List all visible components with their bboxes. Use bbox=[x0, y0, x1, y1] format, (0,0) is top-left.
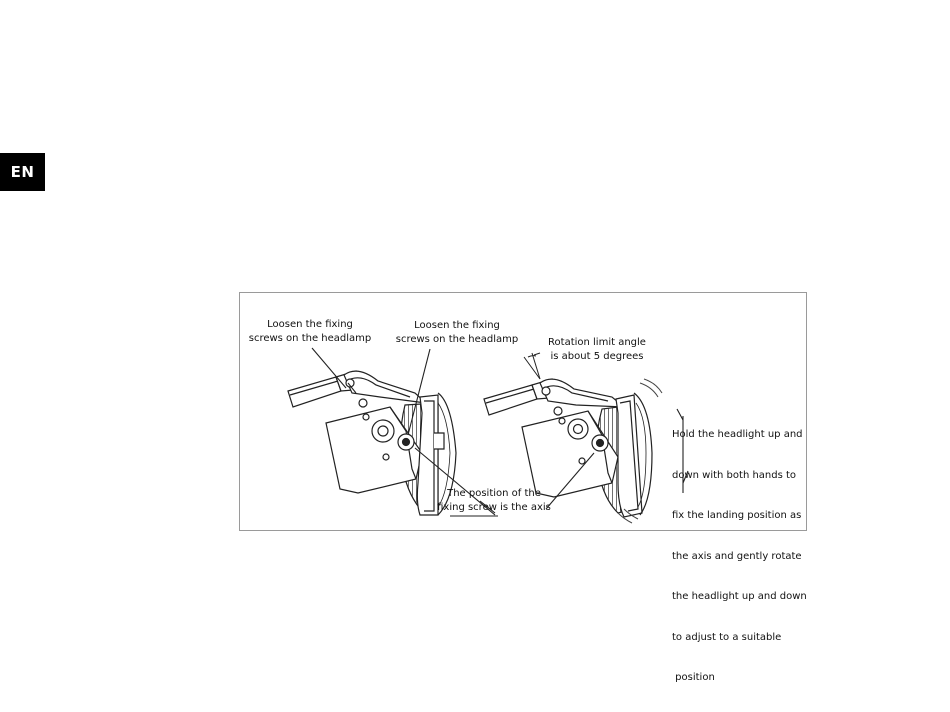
headlamp-left bbox=[288, 371, 456, 515]
language-tab bbox=[0, 153, 45, 191]
language-label: EN bbox=[10, 163, 35, 181]
caption-rotation-limit: Rotation limit angle is about 5 degrees bbox=[548, 337, 646, 362]
caption-adjust-instructions: Hold the headlight up and down with both hands to fix the landing position as the axis and gently rotate the headlight up and down to adjust to a suitable position bbox=[672, 429, 807, 683]
caption-axis-position: The position of the fixing screw is the axis bbox=[437, 488, 551, 513]
caption-loosen-screws-center: Loosen the fixing screws on the headlamp bbox=[395, 320, 519, 345]
headlamp-adjustment-figure bbox=[239, 292, 807, 683]
caption-loosen-screws-left: Loosen the fixing screws on the headlamp bbox=[248, 319, 372, 344]
